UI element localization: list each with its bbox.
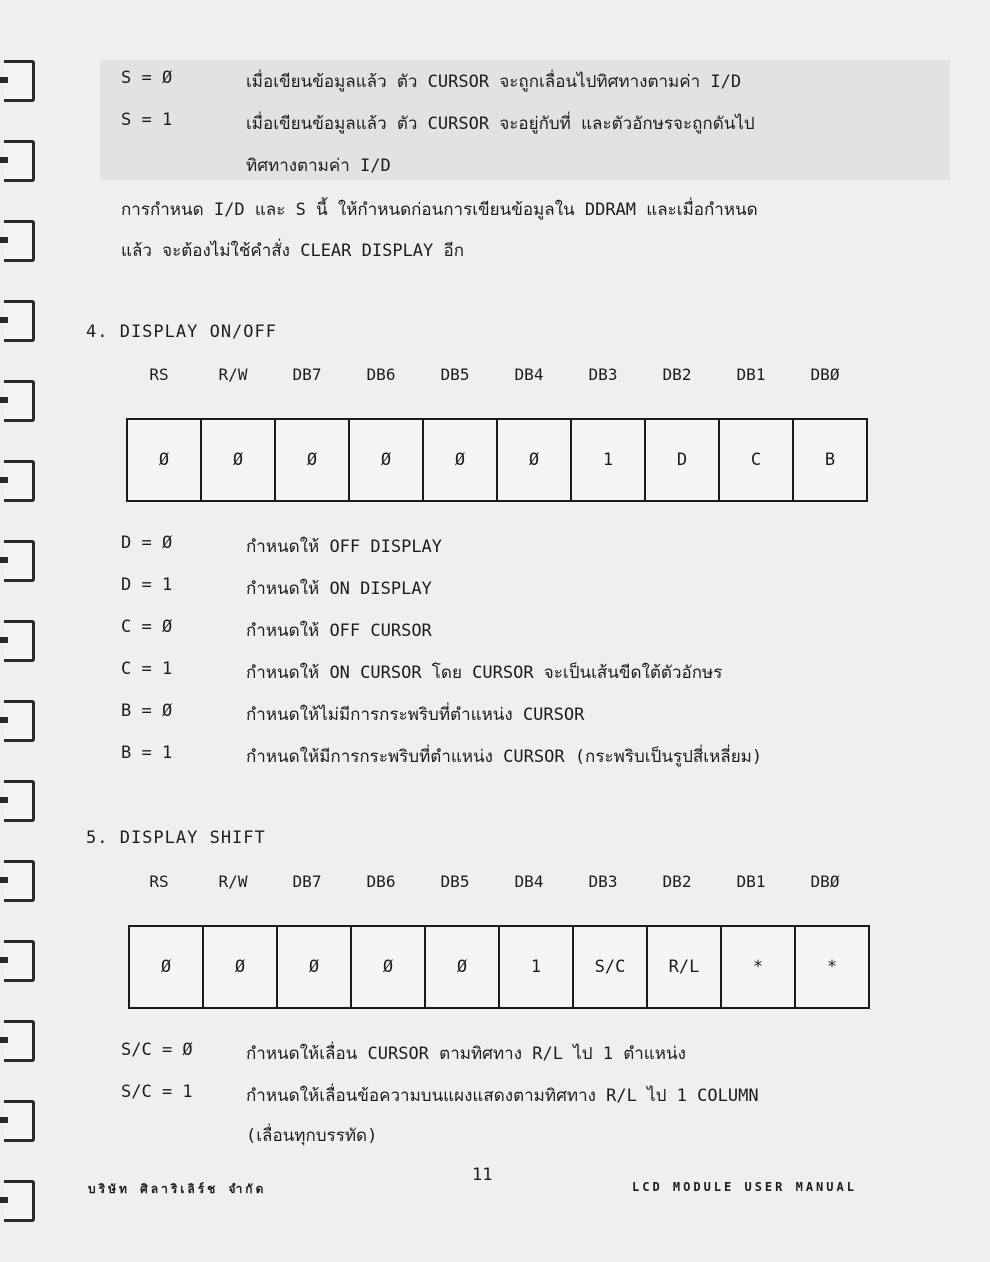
column-header: DB6 [366,872,396,891]
binding-ring [4,780,35,822]
section-heading-display-onoff: 4. DISPLAY ON/OFF [86,322,277,342]
bit-cell: D [646,420,720,500]
binding-ring [4,60,35,102]
bit-cell: Ø [498,420,572,500]
bit-cell: * [826,957,838,977]
bit-cell: Ø [426,927,500,1007]
option-description: กำหนดให้เลื่อนข้อความบนแผงแสดงตามทิศทาง R/L ไป 1 COLUMN [246,1086,759,1106]
column-header: DB4 [514,872,544,891]
binding-ring [4,540,35,582]
binding-ring [4,620,35,662]
bit-cell: C [720,420,794,500]
bit-cell: 1 [572,420,646,500]
option-code: S/C = 1 [121,1082,193,1102]
binding-ring [4,140,35,182]
bit-cell: Ø [128,420,202,500]
bit-cell: * [722,927,796,1007]
column-header: DB5 [440,365,470,384]
section-heading-display-shift: 5. DISPLAY SHIFT [86,828,266,848]
bit-cell: Ø [352,927,426,1007]
option-code: D = 1 [121,575,173,595]
binding-ring [4,460,35,502]
bit-cell: Ø [350,420,424,500]
column-header: DB1 [736,365,766,384]
option-description: กำหนดให้เลื่อน CURSOR ตามทิศทาง R/L ไป 1 ตำแหน่ง [246,1044,686,1064]
s1-description: เมื่อเขียนข้อมูลแล้ว ตัว CURSOR จะอยู่กับที่ และตัวอักษรจะถูกดันไป [246,114,755,134]
option-code: D = Ø [121,533,173,553]
spiral-binding [0,40,40,1220]
column-header: RS [149,872,169,891]
manual-title: LCD MODULE USER MANUAL [632,1180,857,1194]
display-shift-bit-table [128,925,870,1009]
binding-ring [4,1180,35,1222]
column-header: DB1 [736,872,766,891]
binding-ring [4,220,35,262]
binding-ring [4,380,35,422]
bit-cell: Ø [424,420,498,500]
company-name: บริษัท ศิลาริเลิร์ช จำกัด [88,1182,267,1196]
display-onoff-bit-table [126,418,868,502]
note-line-2: แล้ว จะต้องไม่ใช้คำสั่ง CLEAR DISPLAY อีก [121,241,465,261]
note-line-1: การกำหนด I/D และ S นี้ ให้กำหนดก่อนการเขียนข้อมูลใน DDRAM และเมื่อกำหนด [121,200,758,220]
bit-cell: Ø [204,927,278,1007]
option-code: C = 1 [121,659,173,679]
s0-code: S = Ø [121,68,173,88]
column-header: DBØ [810,365,840,384]
page-number: 11 [472,1165,493,1185]
bit-cell: Ø [276,420,350,500]
column-header: R/W [218,365,248,384]
binding-ring [4,860,35,902]
bit-cell: Ø [130,927,204,1007]
option-description: กำหนดให้ OFF CURSOR [246,621,432,641]
column-header: DB2 [662,872,692,891]
option-description: กำหนดให้ไม่มีการกระพริบที่ตำแหน่ง CURSOR [246,705,585,725]
option-description-continued: (เลื่อนทุกบรรทัด) [246,1126,378,1146]
bit-cell: S/C [574,927,648,1007]
option-code: B = Ø [121,701,173,721]
binding-ring [4,1100,35,1142]
binding-ring [4,300,35,342]
column-header: DB3 [588,872,618,891]
option-description: กำหนดให้มีการกระพริบที่ตำแหน่ง CURSOR (กระพริบเป็นรูปสี่เหลี่ยม) [246,747,763,767]
option-code: S/C = Ø [121,1040,193,1060]
column-header: DB3 [588,365,618,384]
option-description: กำหนดให้ ON DISPLAY [246,579,432,599]
bit-cell: 1 [500,927,574,1007]
bit-cell: R/L [648,927,722,1007]
binding-ring [4,940,35,982]
column-header: DB5 [440,872,470,891]
s1-code: S = 1 [121,110,173,130]
bit-cell: B [824,450,836,470]
option-code: B = 1 [121,743,173,763]
column-header: DB4 [514,365,544,384]
column-header: DBØ [810,872,840,891]
binding-ring [4,700,35,742]
option-description: กำหนดให้ ON CURSOR โดย CURSOR จะเป็นเส้นขีดใต้ตัวอักษร [246,663,723,683]
bit-cell: Ø [202,420,276,500]
option-description: กำหนดให้ OFF DISPLAY [246,537,443,557]
column-header: DB2 [662,365,692,384]
column-header: RS [149,365,169,384]
column-header: DB6 [366,365,396,384]
s0-description: เมื่อเขียนข้อมูลแล้ว ตัว CURSOR จะถูกเลื่อนไปทิศทางตามค่า I/D [246,72,742,92]
column-header: DB7 [292,872,322,891]
binding-ring [4,1020,35,1062]
bit-cell: Ø [278,927,352,1007]
column-header: DB7 [292,365,322,384]
column-header: R/W [218,872,248,891]
option-code: C = Ø [121,617,173,637]
s1-description-continued: ทิศทางตามค่า I/D [246,156,391,176]
